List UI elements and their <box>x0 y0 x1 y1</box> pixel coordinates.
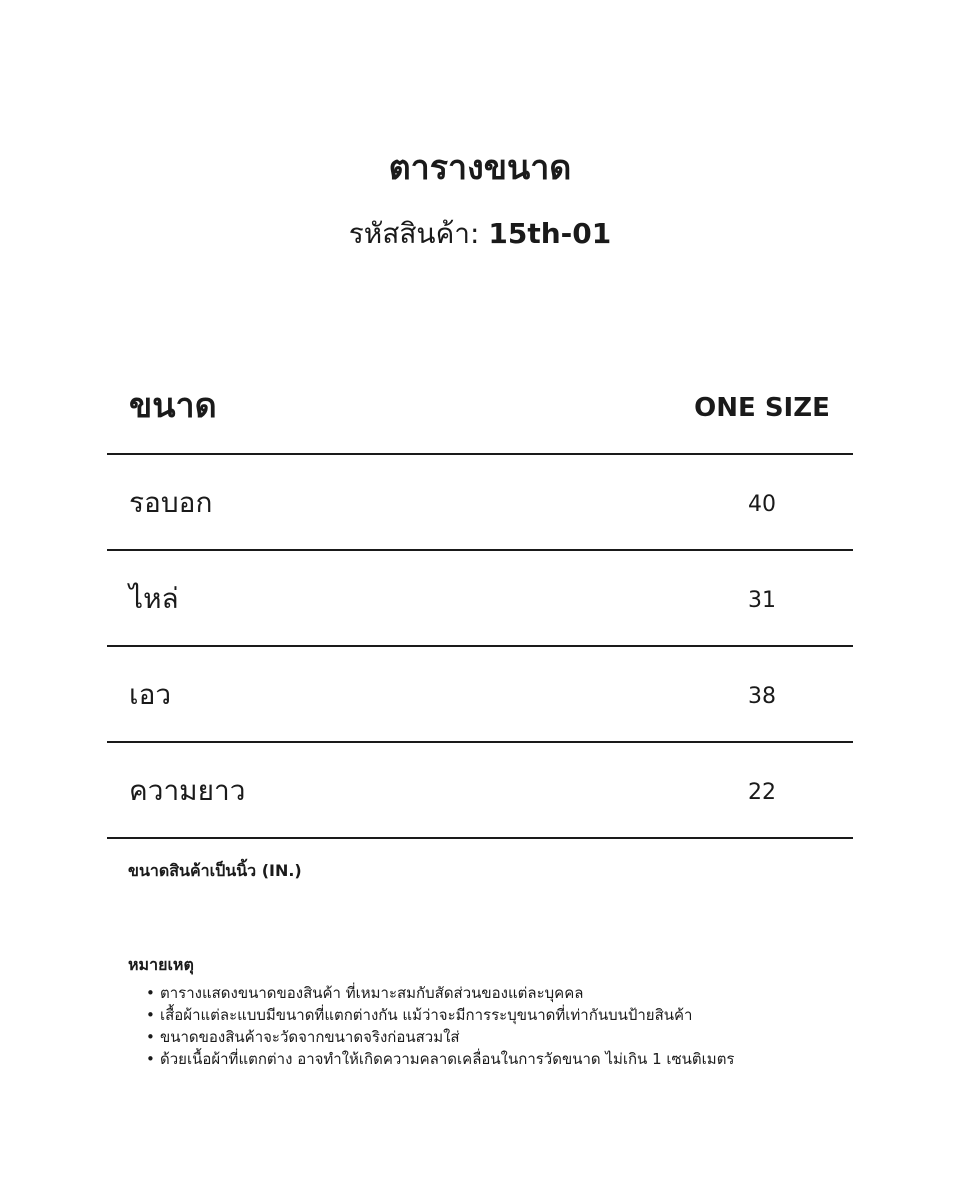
list-item: • เสื้อผ้าแต่ละแบบมีขนาดที่แตกต่างกัน แม้ว่าจะมีการระบุขนาดที่เท่ากันบนป้ายสินค้า <box>146 1004 908 1026</box>
one-size-column-header: ONE SIZE <box>694 393 830 423</box>
table-row-chest <box>107 455 853 551</box>
page-title: ตารางขนาด <box>388 148 572 188</box>
row-label: เอว <box>129 678 172 711</box>
row-label: รอบอก <box>129 486 213 519</box>
product-code-value: 15th-01 <box>488 217 612 250</box>
unit-note: ขนาดสินค้าเป็นนิ้ว (IN.) <box>128 861 302 880</box>
table-row-waist <box>107 647 853 743</box>
remarks-list <box>128 982 908 1070</box>
row-label: ความยาว <box>129 774 246 807</box>
list-item: • ตารางแสดงขนาดของสินค้า ที่เหมาะสมกับสัดส่วนของแต่ละบุคคล <box>146 982 908 1004</box>
row-label: ไหล่ <box>129 582 179 615</box>
table-row-length <box>107 743 853 839</box>
product-code-line <box>0 212 960 256</box>
list-item: • ขนาดของสินค้าจะวัดจากขนาดจริงก่อนสวมใส่ <box>146 1026 908 1048</box>
product-code-label: รหัสสินค้า: <box>348 217 480 250</box>
row-value: 31 <box>748 588 776 613</box>
size-column-header: ขนาด <box>129 386 217 426</box>
size-table <box>107 376 853 839</box>
remarks-title: หมายเหตุ <box>128 955 194 974</box>
table-header <box>107 376 853 455</box>
list-item: • ด้วยเนื้อผ้าที่แตกต่าง อาจทำให้เกิดความคลาดเคลื่อนในการวัดขนาด ไม่เกิน 1 เซนติเมตร <box>146 1048 908 1070</box>
row-value: 40 <box>748 492 776 517</box>
row-value: 38 <box>748 684 776 709</box>
remarks-section <box>128 952 908 1070</box>
table-row-shoulder <box>107 551 853 647</box>
row-value: 22 <box>748 780 776 805</box>
